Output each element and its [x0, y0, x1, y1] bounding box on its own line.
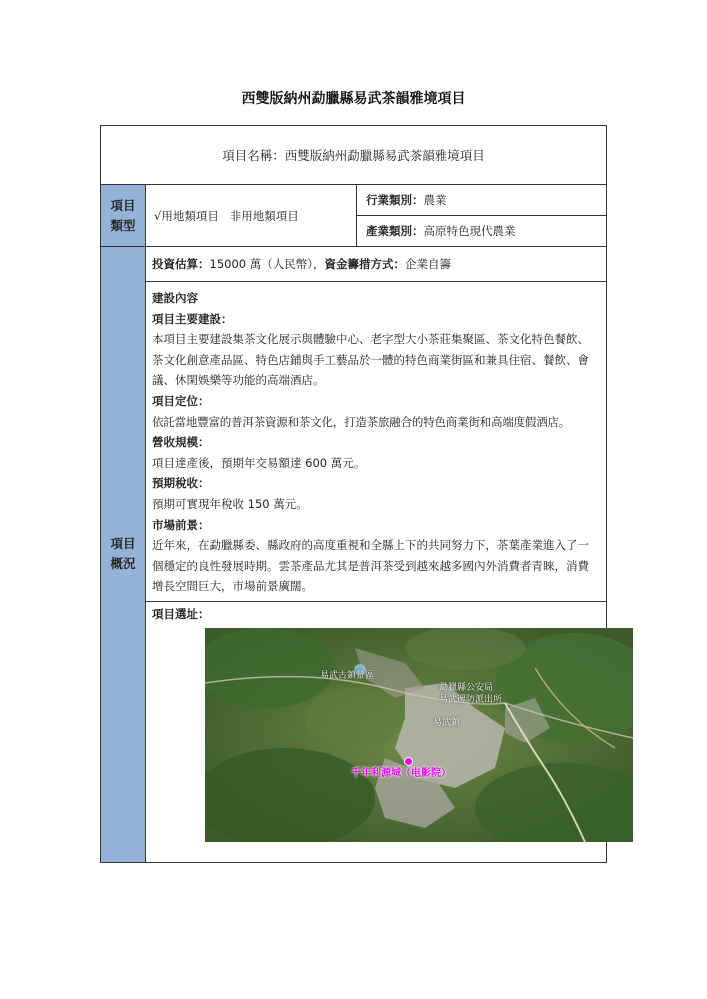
- positioning-heading: 項目定位：: [152, 393, 210, 408]
- market-text: 近年來，在勐臘縣委、縣政府的高度重視和全縣上下的共同努力下，茶葉產業進入了一個穩定的良性發展時期。雲茶產品尤其是普洱茶受到越來越多國內外消費者青睞，消費增長空間巨大，市場前景廣闊。: [152, 538, 589, 594]
- sector-value: 高原特色現代農業: [423, 224, 516, 238]
- industry-label: 行業類別：: [366, 193, 424, 207]
- invest-row: [101, 247, 607, 282]
- industry-value: 農業: [423, 193, 447, 207]
- detail-row: [101, 282, 607, 602]
- overview-side-label: [101, 247, 146, 863]
- site-heading: 項目選址：: [152, 606, 210, 621]
- main-construction-text: 本項目主要建設集茶文化展示與體驗中心、老字型大小茶莊集聚區、茶文化特色餐飲、茶文化創意產品區、特色店鋪與手工藝品於一體的特色商業街區和兼具住宿、餐飲、會議、休閑娛樂等功能的高端酒店。: [152, 332, 589, 388]
- project-table: [100, 125, 607, 863]
- satellite-map-image: [205, 628, 633, 842]
- invest-label: 投資估算：: [152, 257, 210, 271]
- sector-category: [357, 216, 607, 247]
- project-name: 項目名稱：西雙版納州勐臘縣易武茶韻雅境項目: [101, 126, 607, 185]
- fund-label: 資金籌措方式：: [324, 257, 405, 271]
- market-heading: 市場前景：: [152, 517, 210, 532]
- page-title: 西雙版納州勐臘縣易武茶韻雅境項目: [241, 91, 466, 107]
- revenue-heading: 營收規模：: [152, 435, 210, 450]
- positioning-text: 依託當地豐富的普洱茶資源和茶文化，打造茶旅融合的特色商業街和高端度假酒店。: [152, 414, 571, 429]
- type-side-label-line1: 項目: [110, 197, 136, 213]
- industry-category: [357, 185, 607, 216]
- tax-heading: 預期稅收：: [152, 476, 210, 491]
- construction-heading: 建設內容: [152, 291, 198, 305]
- map-label-police-bureau: 勐臘縣公安局: [439, 682, 494, 693]
- revenue-text: 項目達產後，預期年交易額達 600 萬元。: [152, 455, 366, 470]
- map-label-town: 易武鎮: [433, 717, 461, 728]
- fund-value: 企業自籌: [405, 257, 451, 271]
- investment-cell: [146, 247, 607, 282]
- construction-details: [146, 282, 607, 602]
- overview-side-label-line1: 項目: [110, 536, 136, 552]
- main-construction-heading: 項目主要建設：: [152, 311, 233, 326]
- map-label-border-station: 易武邊防派出所: [439, 694, 503, 705]
- site-satellite-map: [205, 628, 633, 842]
- land-use-cell: [146, 185, 357, 247]
- type-side-label-line2: 類型: [110, 217, 136, 233]
- non-land-use-option: 非用地類項目: [229, 208, 299, 223]
- map-label-scenic-area: 易武古鎮景區: [320, 670, 375, 681]
- land-use-option: √用地類項目: [154, 208, 219, 223]
- sector-label: 產業類別：: [366, 224, 424, 238]
- project-name-row: [101, 126, 607, 185]
- site-cell: [146, 601, 607, 862]
- overview-side-label-line2: 概況: [110, 556, 136, 572]
- site-row: [101, 601, 607, 862]
- type-row-1: [101, 185, 607, 216]
- tax-text: 預期可實現年稅收 150 萬元。: [152, 496, 308, 511]
- invest-value: 15000 萬（人民幣），: [209, 257, 325, 271]
- map-marker-label: 千年利源城（电影院）: [351, 767, 451, 779]
- type-side-label: [101, 185, 146, 247]
